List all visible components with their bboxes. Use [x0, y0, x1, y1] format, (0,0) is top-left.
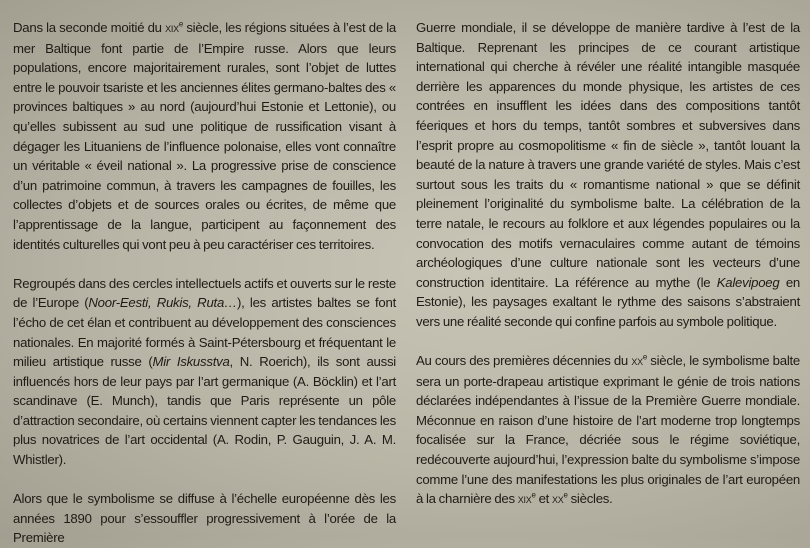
text-fragment: siècles.	[567, 491, 613, 507]
paragraph-symbolism-diffusion: Alors que le symbolisme se diffuse à l’échelle européenne dès les années 1890 pour s’essouffler progressivement à l’orée de la Première	[13, 491, 396, 546]
century-superscript: e	[531, 490, 536, 500]
text-fragment: en Estonie), les paysages exaltant le rythme des saisons s’abstraient vers une réalité seconde qui confine parfois au symbole politique.	[416, 274, 800, 329]
paragraph-baltic-symbolism	[416, 18, 800, 332]
century-numeral: xix	[517, 492, 532, 507]
century-numeral: xx	[552, 492, 564, 507]
text-fragment: et	[535, 491, 552, 507]
italic-kalevipoeg: Kalevipoeg	[716, 274, 780, 290]
text-fragment: Dans la seconde moitié du	[13, 20, 166, 35]
italic-mir-iskusstva: Mir Iskusstva	[152, 354, 230, 370]
text-fragment: siècle, les régions situées à l’est de la mer Baltique font partie de l’Empire russe. Alors que leurs populations, encore majoritairement rurales, sont l’objet de luttes entre le pouvoir tsariste et les anciennes élites germano-baltes des « provinces baltiques » au nord (aujourd’hui Estonie et Lettonie), ou qu’elles subissent au sud une politique de russification visant à dégager les Lituaniens de l’influence polonaise, elles vont connaître un véritable « éveil national ». La progressive prise de conscience d’un patrimoine commun, à travers les campagnes de fouilles, les collectes d’objets et de sources orales ou écrites, de même que l’apprentissage de la langue, participent au façonnement des identités culturelles qui vont peu à peu caractériser ces territoires.	[13, 20, 396, 252]
text-fragment: Guerre mondiale, il se développe de manière tardive à l’est de la Baltique. Reprenant les principes de ce courant artistique international qui cherche à révéler une réalité intangible masquée derrière les apparences du monde physique, les artistes de ces contrées en insufflent les idées dans des compositions tantôt féeriques et hors du temps, tantôt sombres et subversives dans l’esprit propre au cosmopolitisme « fin de siècle », tantôt louant la beauté de la nature à travers une grande variété de styles. Mais c’est surtout sous les traits du « romantisme national » que se définit pleinement l’originalité du symbolisme balte. La célébration de la terre natale, le recours au folklore et aux légendes populaires ou la convocation des motifs vernaculaires comme autant de témoins archéologiques d’une culture nationale sont les vecteurs d’une construction identitaire. La référence au mythe (le	[416, 20, 800, 290]
text-fragment: ), les artistes baltes se font l’écho de cet élan et contribuent au développement des consciences nationales. En majorité formés à Saint-Pétersbourg et fréquentant le milieu artistique russe (	[13, 295, 396, 370]
text-fragment: Regroupés dans des cercles intellectuels actifs et ouverts sur le reste de l’Europe (	[13, 275, 396, 311]
century-superscript: e	[563, 490, 568, 500]
century-numeral: xix	[165, 21, 179, 35]
paragraph-baltic-artists	[13, 274, 396, 470]
text-fragment: , N. Roerich), ils sont aussi influencés hors de leur pays par l’art germanique (A. Böcklin) et l’art scandinave (E. Munch), tandis que Paris représente un pôle d’attraction secondaire, où certains viennent capter les tendances les plus novatrices de l’art occidental (A. Rodin, P. Gauguin, J. A. M. Whistler).	[13, 354, 396, 468]
century-superscript: e	[642, 352, 647, 362]
left-column	[13, 18, 396, 548]
century-superscript: e	[178, 19, 183, 29]
italic-group-names: Noor-Eesti, Rukis, Ruta…	[88, 295, 237, 311]
right-column	[416, 18, 800, 510]
paragraph-baltic-national-awakening	[13, 18, 396, 254]
paragraph-twentieth-century	[416, 351, 800, 510]
text-fragment: Au cours des premières décennies du	[416, 353, 632, 369]
text-fragment: siècle, le symbolisme balte sera un porte-drapeau artistique exprimant le génie de trois nations déclarées indépendantes à l’issue de la Première Guerre mondiale. Méconnue en raison d’une histoire de l’art moderne trop longtemps focalisée sur la France, décriée sous le régime soviétique, redécouverte aujourd’hui, l’expression balte du symbolisme s’impose comme l’une des manifestations les plus originales de l’art européen à la charnière des	[416, 353, 801, 507]
century-numeral: xx	[631, 354, 643, 369]
